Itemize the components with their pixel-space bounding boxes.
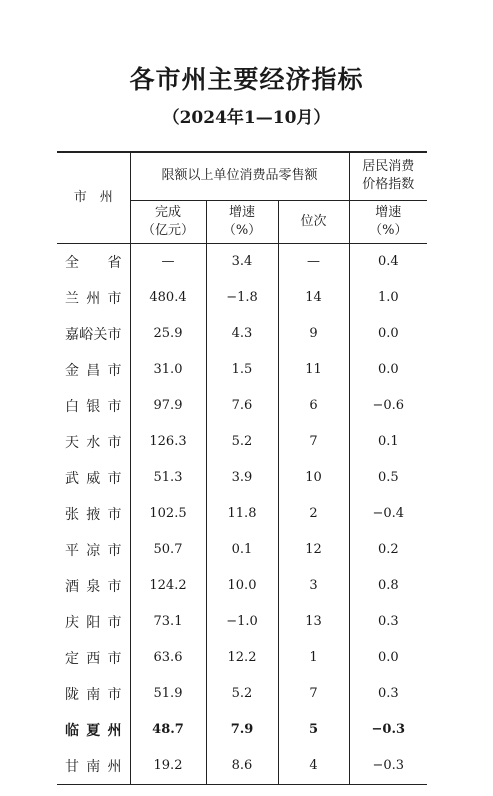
rank-cell: 10 <box>278 460 349 496</box>
cpi-cell: −0.3 <box>349 712 427 748</box>
table-row <box>57 568 427 604</box>
cpi-cell: 0.0 <box>349 352 427 388</box>
header-cpi-group <box>349 152 427 200</box>
completed-cell: 102.5 <box>130 496 206 532</box>
cpi-cell: 0.0 <box>349 640 427 676</box>
header-growth-line2: （%） <box>222 222 262 238</box>
rank-cell: 9 <box>278 316 349 352</box>
cpi-cell: 0.5 <box>349 460 427 496</box>
rank-cell: 4 <box>278 748 349 785</box>
header-cpi-line1: 居民消费 <box>362 159 415 175</box>
rank-cell: 1 <box>278 640 349 676</box>
rank-cell: 6 <box>278 388 349 424</box>
growth-cell: 5.2 <box>206 676 278 712</box>
city-cell: 平凉市 <box>65 542 122 559</box>
rank-cell: 11 <box>278 352 349 388</box>
cpi-cell: 0.1 <box>349 424 427 460</box>
header-cpi-growth-line1: 增速 <box>375 204 402 220</box>
page-subtitle: （2024年1—10月） <box>162 108 331 128</box>
economic-indicators-table <box>57 151 427 785</box>
cpi-cell: 0.3 <box>349 676 427 712</box>
header-rank: 位次 <box>278 200 349 243</box>
table-row <box>57 460 427 496</box>
completed-cell: 51.3 <box>130 460 206 496</box>
completed-cell: 50.7 <box>130 532 206 568</box>
rank-cell: 13 <box>278 604 349 640</box>
cpi-cell: −0.3 <box>349 748 427 785</box>
cpi-cell: 0.0 <box>349 316 427 352</box>
rank-cell: 12 <box>278 532 349 568</box>
growth-cell: 3.4 <box>206 243 278 280</box>
header-completed <box>130 200 206 243</box>
cpi-cell: 0.8 <box>349 568 427 604</box>
header-retail-group: 限额以上单位消费品零售额 <box>130 152 349 200</box>
completed-cell: 19.2 <box>130 748 206 785</box>
completed-cell: 63.6 <box>130 640 206 676</box>
completed-cell: — <box>130 243 206 280</box>
city-cell: 临夏州 <box>65 722 122 739</box>
growth-cell: 7.9 <box>206 712 278 748</box>
rank-cell: 7 <box>278 676 349 712</box>
city-cell: 定西市 <box>65 650 122 667</box>
header-cpi-growth <box>349 200 427 243</box>
cpi-cell: 1.0 <box>349 280 427 316</box>
table-row <box>57 352 427 388</box>
table-row <box>57 676 427 712</box>
city-cell: 全省 <box>65 254 122 271</box>
completed-cell: 480.4 <box>130 280 206 316</box>
completed-cell: 51.9 <box>130 676 206 712</box>
growth-cell: 7.6 <box>206 388 278 424</box>
growth-cell: 1.5 <box>206 352 278 388</box>
growth-cell: 11.8 <box>206 496 278 532</box>
cpi-cell: 0.3 <box>349 604 427 640</box>
completed-cell: 31.0 <box>130 352 206 388</box>
page-title: 各市州主要经济指标 <box>129 65 364 94</box>
table-row <box>57 424 427 460</box>
growth-cell: 3.9 <box>206 460 278 496</box>
cpi-cell: 0.4 <box>349 243 427 280</box>
header-cpi-growth-line2: （%） <box>369 222 408 238</box>
growth-cell: 4.3 <box>206 316 278 352</box>
header-completed-line1: 完成 <box>154 204 181 220</box>
table-row <box>57 243 427 280</box>
header-city: 市 州 <box>73 189 113 205</box>
completed-cell: 48.7 <box>130 712 206 748</box>
city-cell: 陇南市 <box>65 686 122 703</box>
table-row <box>57 280 427 316</box>
table-row <box>57 388 427 424</box>
table-row <box>57 604 427 640</box>
table-row <box>57 496 427 532</box>
completed-cell: 25.9 <box>130 316 206 352</box>
growth-cell: 12.2 <box>206 640 278 676</box>
growth-cell: 0.1 <box>206 532 278 568</box>
rank-cell: 2 <box>278 496 349 532</box>
rank-cell: 7 <box>278 424 349 460</box>
city-cell: 酒泉市 <box>65 578 122 595</box>
table-row-highlighted <box>57 712 427 748</box>
table-row <box>57 316 427 352</box>
header-cpi-line2: 价格指数 <box>362 177 415 193</box>
table-row <box>57 532 427 568</box>
growth-cell: 8.6 <box>206 748 278 785</box>
completed-cell: 126.3 <box>130 424 206 460</box>
growth-cell: −1.0 <box>206 604 278 640</box>
completed-cell: 73.1 <box>130 604 206 640</box>
cpi-cell: −0.6 <box>349 388 427 424</box>
growth-cell: 5.2 <box>206 424 278 460</box>
growth-cell: −1.8 <box>206 280 278 316</box>
city-cell: 天水市 <box>65 434 122 451</box>
rank-cell: 3 <box>278 568 349 604</box>
header-growth-line1: 增速 <box>228 204 255 220</box>
rank-cell: — <box>278 243 349 280</box>
header-growth <box>206 200 278 243</box>
city-cell: 武威市 <box>65 470 122 487</box>
city-cell: 庆阳市 <box>65 614 122 631</box>
rank-cell: 5 <box>278 712 349 748</box>
completed-cell: 97.9 <box>130 388 206 424</box>
city-cell: 白银市 <box>65 398 122 415</box>
city-cell: 兰州市 <box>65 290 122 307</box>
completed-cell: 124.2 <box>130 568 206 604</box>
table-row <box>57 640 427 676</box>
cpi-cell: 0.2 <box>349 532 427 568</box>
growth-cell: 10.0 <box>206 568 278 604</box>
table-row <box>57 748 427 785</box>
city-cell: 张掖市 <box>65 506 122 523</box>
cpi-cell: −0.4 <box>349 496 427 532</box>
city-cell: 嘉峪关市 <box>65 326 122 343</box>
city-cell: 金昌市 <box>65 362 122 379</box>
city-cell: 甘南州 <box>65 758 122 775</box>
rank-cell: 14 <box>278 280 349 316</box>
header-completed-line2: （亿元） <box>141 222 194 238</box>
